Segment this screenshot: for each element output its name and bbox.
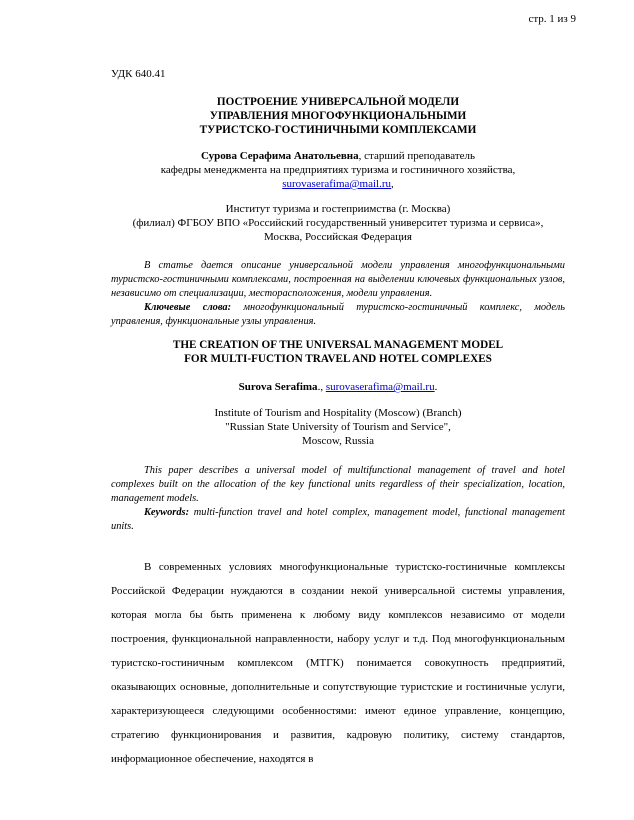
en-title-line: FOR MULTI-FUCTION TRAVEL AND HOTEL COMPLEXES xyxy=(184,353,492,365)
ru-title-line: ПОСТРОЕНИЕ УНИВЕРСАЛЬНОЙ МОДЕЛИ xyxy=(216,96,460,108)
body-paragraph: В современных условиях многофункциональные туристско-гостиничные комплексы Российской Федерации нуждаются в создании некой универсальной системы управления, которая могла бы быть применена к любому виду комплексов независимо от модели построения, функциональной направленности, набору услуг и т.д. Под многофункциональным туристско-гостиничным комплексом (МТГК) понимается совокупность предприятий, оказывающих основные, дополнительные и сопутствующие туристские и гостиничные услуги, характеризующееся следующими особенностями: имеют единое управление, концепцию, стратегию функционирования и развития, кадровую политику, систему стандартов, информационное обеспечение, находятся в xyxy=(111,561,565,765)
en-institution-line: Institute of Tourism and Hospitality (Moscow) (Branch) xyxy=(214,407,462,419)
ru-keywords-label: Ключевые слова: xyxy=(144,302,232,313)
ru-email-suffix: , xyxy=(391,178,394,190)
ru-title xyxy=(111,95,565,137)
en-author-email-link[interactable]: surovaserafima@mail.ru xyxy=(325,381,435,393)
udc-code: УДК 640.41 xyxy=(111,68,166,80)
ru-title-line: УПРАВЛЕНИЯ МНОГОФУНКЦИОНАЛЬНЫМИ xyxy=(209,110,467,122)
en-institution-line: "Russian State University of Tourism and Service", xyxy=(225,421,451,433)
en-keywords xyxy=(111,506,565,534)
en-email-suffix: . xyxy=(434,381,438,393)
ru-institution-block xyxy=(111,202,565,244)
ru-title-line: ТУРИСТСКО-ГОСТИНИЧНЫМИ КОМПЛЕКСАМИ xyxy=(199,124,477,136)
en-author-sep: ., xyxy=(317,381,326,393)
en-institution-line: Moscow, Russia xyxy=(301,435,374,447)
en-keywords-text: multi-function travel and hotel complex, management model, functional management units. xyxy=(111,507,565,532)
ru-institution-line: Москва, Российская Федерация xyxy=(264,231,412,243)
ru-institution-line: Институт туризма и гостеприимства (г. Москва) xyxy=(225,203,451,215)
ru-keywords xyxy=(111,301,565,329)
ru-author-email-link[interactable]: surovaserafima@mail.ru xyxy=(282,178,392,190)
ru-abstract: В статье дается описание универсальной модели управления многофункциональными туристско-гостиничными комплексами, построенная на выделении ключевых функциональных узлов, независимо от специализации, месторасположения, модели управления. xyxy=(111,260,565,299)
en-author-block xyxy=(111,380,565,394)
article-content xyxy=(111,68,565,771)
en-title-line: THE CREATION OF THE UNIVERSAL MANAGEMENT MODEL xyxy=(172,339,504,351)
en-author-name: Surova Serafima xyxy=(238,381,318,393)
page-number: стр. 1 из 9 xyxy=(528,13,576,25)
ru-institution-line: (филиал) ФГБОУ ВПО «Российский государственный университет туризма и сервиса», xyxy=(132,217,544,229)
ru-author-block xyxy=(111,149,565,191)
ru-keywords-text: многофункциональный туристско-гостиничный комплекс, модель управления, функциональные узлы управления. xyxy=(111,302,565,327)
en-abstract: This paper describes a universal model of multifunctional management of travel and hotel complexes built on the allocation of the key functional units regardless of their specialization, location, management models. xyxy=(111,465,565,504)
ru-author-name: Сурова Серафима Анатольевна xyxy=(200,150,359,162)
en-title xyxy=(111,338,565,366)
en-keywords-label: Keywords: xyxy=(144,507,190,518)
ru-author-position: , старший преподаватель xyxy=(358,150,476,162)
en-institution-block xyxy=(111,406,565,448)
ru-author-dept: кафедры менеджмента на предприятиях туризма и гостиничного хозяйства, xyxy=(160,164,516,176)
